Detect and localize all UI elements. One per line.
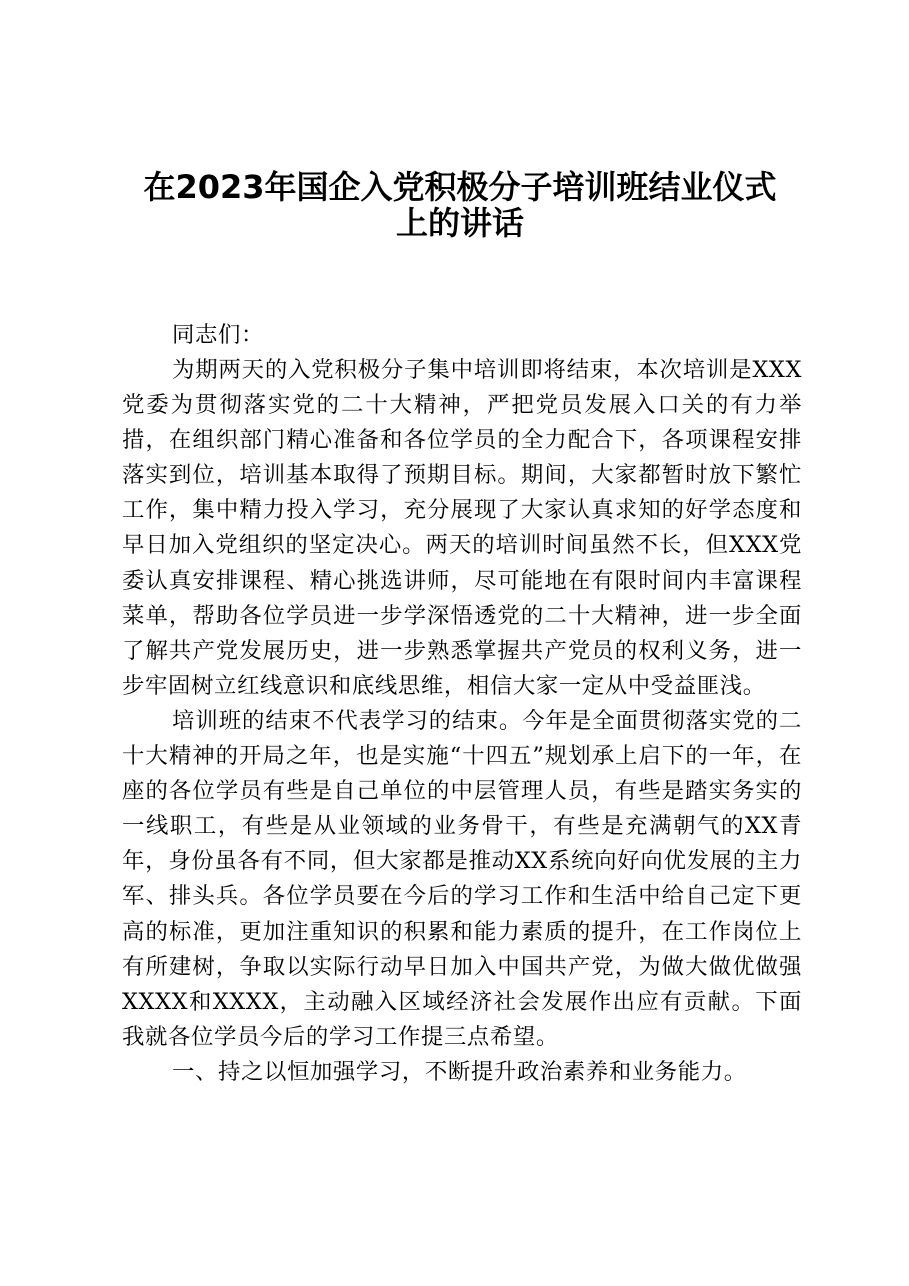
paragraph-1: 为期两天的入党积极分子集中培训即将结束，本次培训是XXX党委为贯彻落实党的二十大精神，严把党员发展入口关的有力举措，在组织部门精心准备和各位学员的全力配合下，各项课程安排落实到位，培训基本取得了预期目标。期间，大家都暂时放下繁忙工作，集中精力投入学习，充分展现了大家认真求知的好学态度和早日加入党组织的坚定决心。两天的培训时间虽然不长，但XXX党委认真安排课程、精心挑选讲师，尽可能地在有限时间内丰富课程菜单，帮助各位学员进一步学深悟透党的二十大精神，进一步全面了解共产党发展历史，进一步熟悉掌握共产党员的权利义务，进一步牢固树立红线意识和底线思维，相信大家一定从中受益匪浅。 [122, 357, 802, 699]
document-title-line-1: 在2023年国企入党积极分子培训班结业仪式 [143, 168, 777, 206]
document-title-line-2: 上的讲话 [395, 204, 524, 242]
salutation: 同志们： [172, 322, 264, 348]
paragraph-2: 培训班的结束不代表学习的结束。今年是全面贯彻落实党的二十大精神的开局之年，也是实施“十四五”规划承上启下的一年，在座的各位学员有些是自己单位的中层管理人员，有些是踏实务实的一线职工，有些是从业领域的业务骨干，有些是充满朝气的XX青年，身份虽各有不同，但大家都是推动XX系统向好向优发展的主力军、排头兵。各位学员要在今后的学习工作和生活中给自己定下更高的标准，更加注重知识的积累和能力素质的提升，在工作岗位上有所建树，争取以实际行动早日加入中国共产党，为做大做优做强XXXX和XXXX，主动融入区域经济社会发展作出应有贡献。下面我就各位学员今后的学习工作提三点希望。 [122, 707, 802, 1050]
document-body [122, 353, 802, 1090]
paragraph-3: 一、持之以恒加强学习，不断提升政治素养和业务能力。 [172, 1058, 747, 1085]
